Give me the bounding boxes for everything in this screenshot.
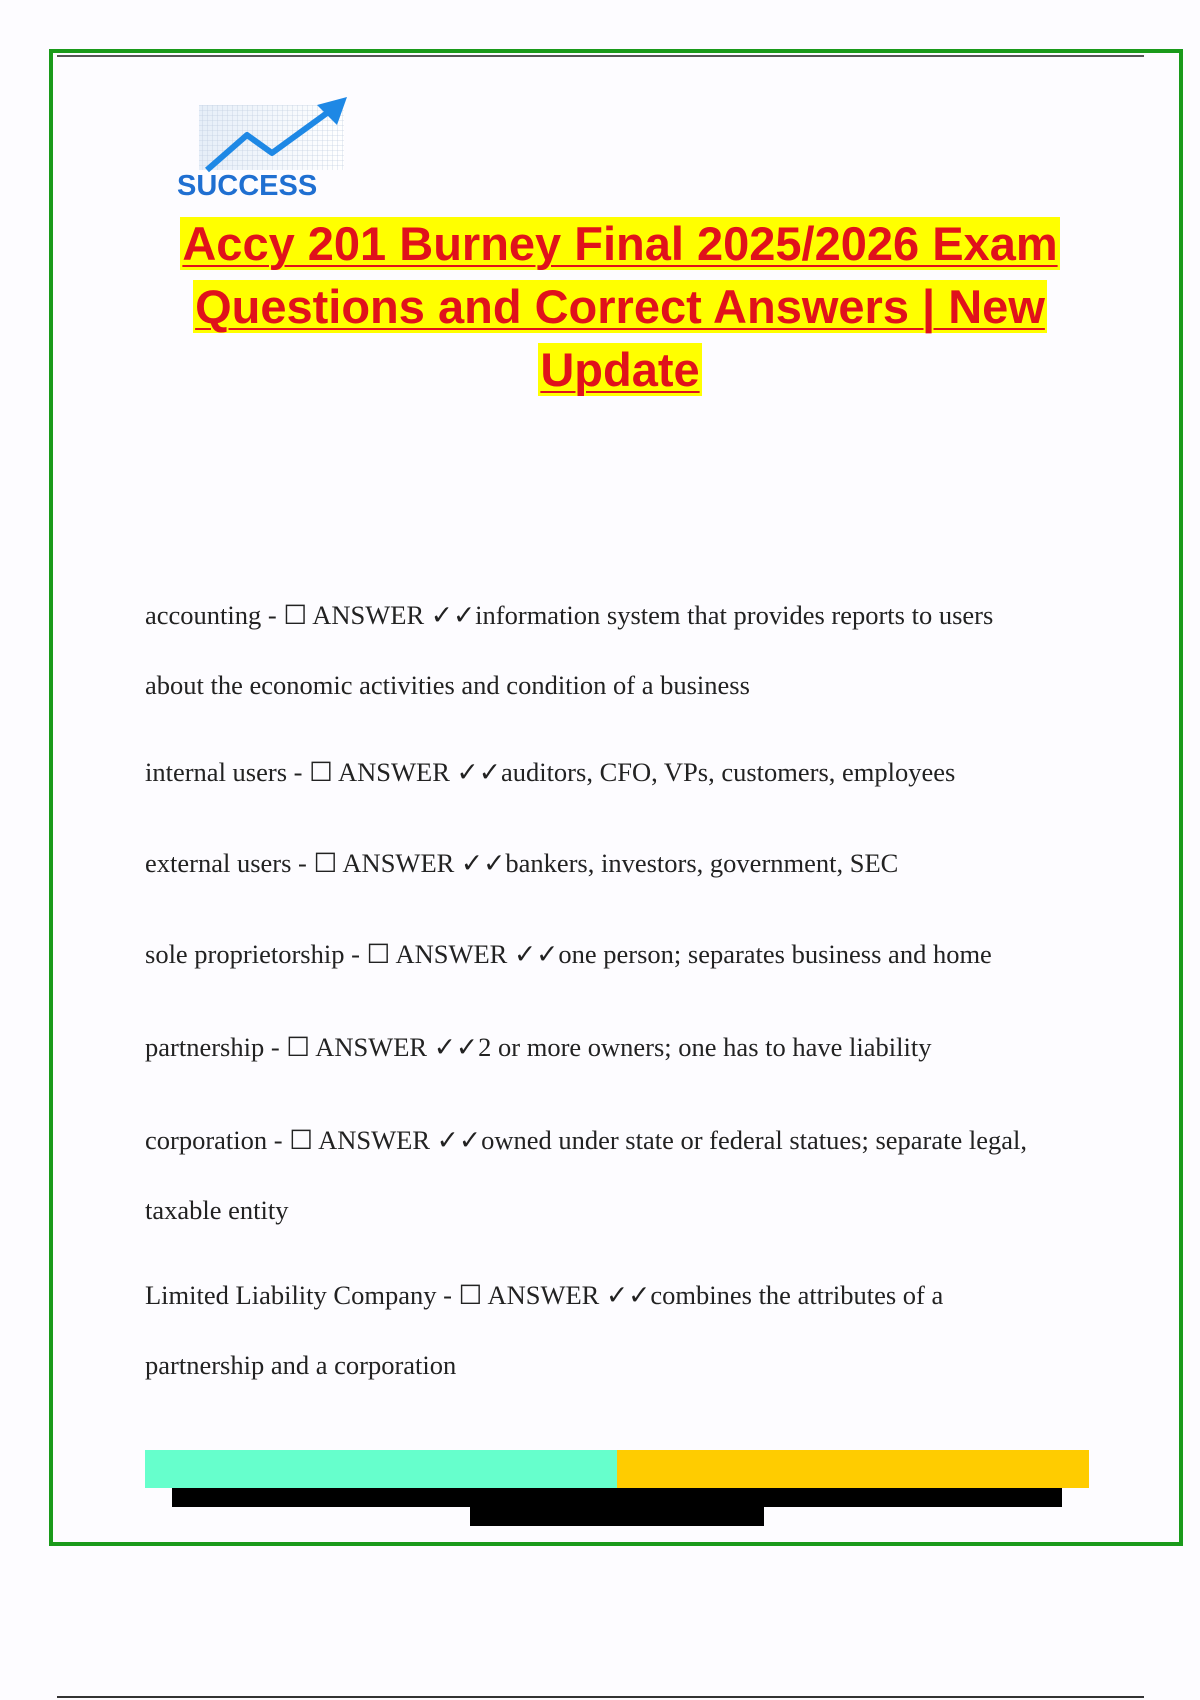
qa-line: accounting - ☐ ANSWER ✓✓information system that provides reports to users <box>145 600 994 630</box>
footer-bar-black-short <box>470 1507 764 1526</box>
qa-item-accounting <box>145 580 1095 720</box>
logo-text: SUCCESS <box>177 170 318 202</box>
qa-item-llc <box>145 1260 1095 1400</box>
qa-line: external users - ☐ ANSWER ✓✓bankers, investors, government, SEC <box>145 848 899 878</box>
success-logo <box>177 95 377 205</box>
top-rule <box>57 55 1144 57</box>
title-line: Questions and Correct Answers | New <box>195 280 1045 333</box>
qa-line: internal users - ☐ ANSWER ✓✓auditors, CFO, VPs, customers, employees <box>145 757 956 787</box>
qa-item-partnership <box>145 1012 1095 1082</box>
qa-line: taxable entity <box>145 1195 289 1225</box>
qa-line: partnership - ☐ ANSWER ✓✓2 or more owners; one has to have liability <box>145 1032 932 1062</box>
qa-item-sole-proprietorship <box>145 919 1095 989</box>
footer-bar-gold <box>617 1450 1089 1488</box>
footer-bar-teal <box>145 1450 617 1488</box>
document-title <box>130 212 1110 401</box>
qa-line: corporation - ☐ ANSWER ✓✓owned under state or federal statues; separate legal, <box>145 1125 1028 1155</box>
qa-line: about the economic activities and condition of a business <box>145 670 750 700</box>
success-logo-graphic <box>177 95 377 205</box>
qa-line: Limited Liability Company - ☐ ANSWER ✓✓combines the attributes of a <box>145 1280 944 1310</box>
footer-bar-black <box>172 1488 1062 1507</box>
qa-line: sole proprietorship - ☐ ANSWER ✓✓one person; separates business and home <box>145 939 992 969</box>
qa-item-corporation <box>145 1105 1095 1245</box>
qa-item-internal-users <box>145 737 1095 807</box>
title-line: Update <box>540 343 700 396</box>
bottom-rule <box>57 1696 1144 1698</box>
title-line: Accy 201 Burney Final 2025/2026 Exam <box>182 217 1058 270</box>
qa-item-external-users <box>145 828 1095 898</box>
qa-line: partnership and a corporation <box>145 1350 457 1380</box>
